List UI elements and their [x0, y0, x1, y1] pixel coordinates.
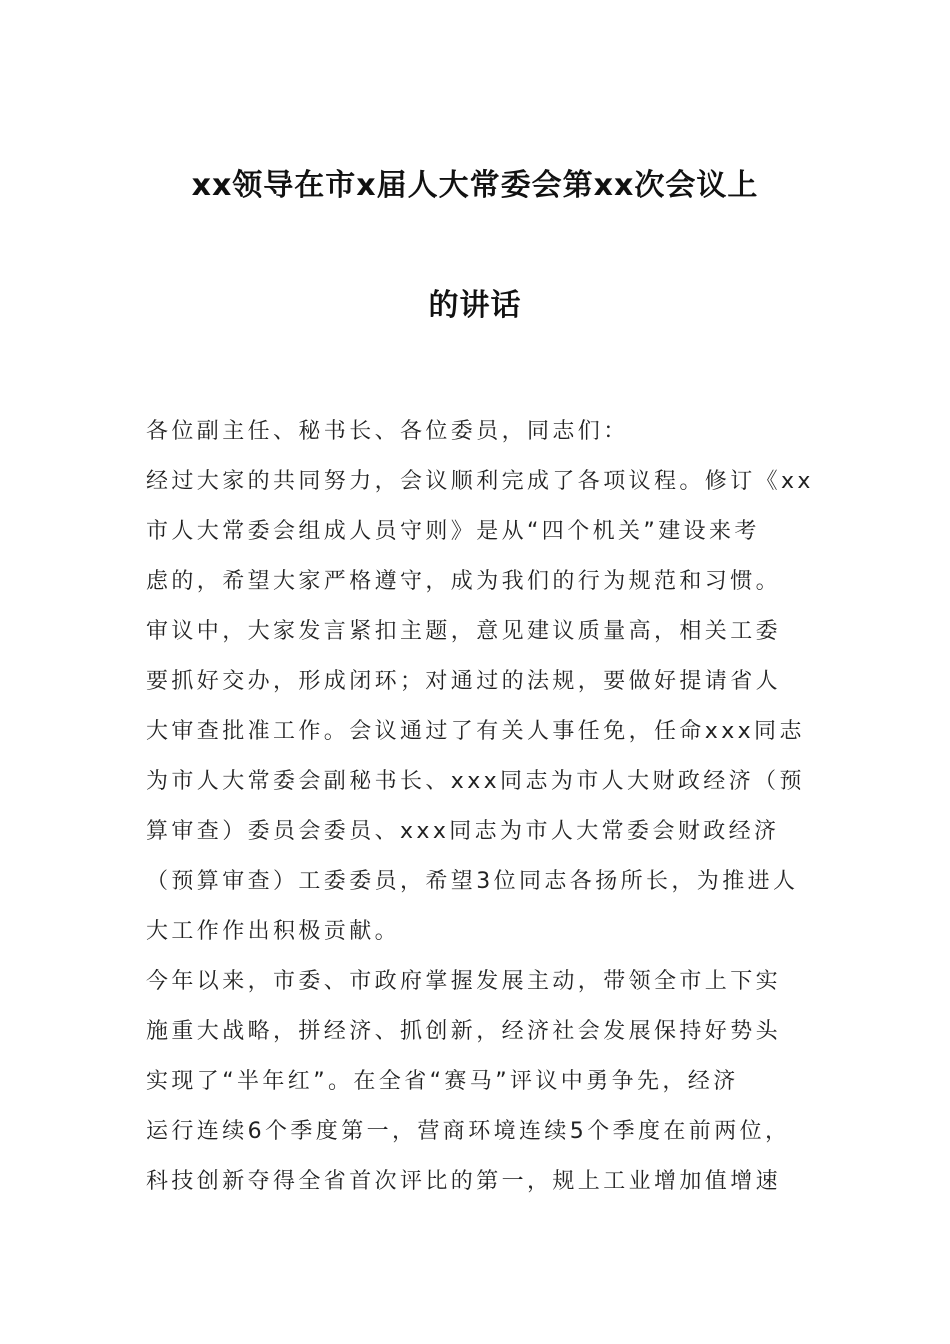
document-body	[146, 416, 814, 1216]
body-line: 实现了“半年红”。在全省“赛马”评议中勇争先，经济	[146, 1069, 739, 1094]
body-line: 科技创新夺得全省首次评比的第一，规上工业增加值增速	[146, 1169, 782, 1194]
body-line: 要抓好交办，形成闭环；对通过的法规，要做好提请省人	[146, 669, 782, 694]
body-line: 大审查批准工作。会议通过了有关人事任免，任命xxx同志	[146, 719, 805, 744]
body-line: 施重大战略，拼经济、抓创新，经济社会发展保持好势头	[146, 1019, 782, 1044]
body-line: 为市人大常委会副秘书长、xxx同志为市人大财政经济（预	[146, 769, 805, 794]
body-line: 今年以来，市委、市政府掌握发展主动，带领全市上下实	[146, 969, 782, 994]
body-line: 算审查）委员会委员、xxx同志为市人大常委会财政经济	[146, 819, 780, 844]
body-line: 市人大常委会组成人员守则》是从“四个机关”建设来考	[146, 519, 760, 544]
body-line: 虑的，希望大家严格遵守，成为我们的行为规范和习惯。	[146, 569, 782, 594]
document-title-line-2: 的讲话	[428, 288, 522, 323]
body-line: 经过大家的共同努力，会议顺利完成了各项议程。修订《xx	[146, 469, 814, 494]
document-title-line-1: xx领导在市x届人大常委会第xx次会议上	[191, 168, 759, 203]
body-line: 运行连续6个季度第一，营商环境连续5个季度在前两位，	[146, 1119, 791, 1144]
body-line: 审议中，大家发言紧扣主题，意见建议质量高，相关工委	[146, 619, 782, 644]
body-line: 大工作作出积极贡献。	[146, 919, 401, 944]
body-line: （预算审查）工委委员，希望3位同志各扬所长，为推进人	[146, 869, 799, 894]
body-line: 各位副主任、秘书长、各位委员，同志们：	[146, 419, 629, 444]
